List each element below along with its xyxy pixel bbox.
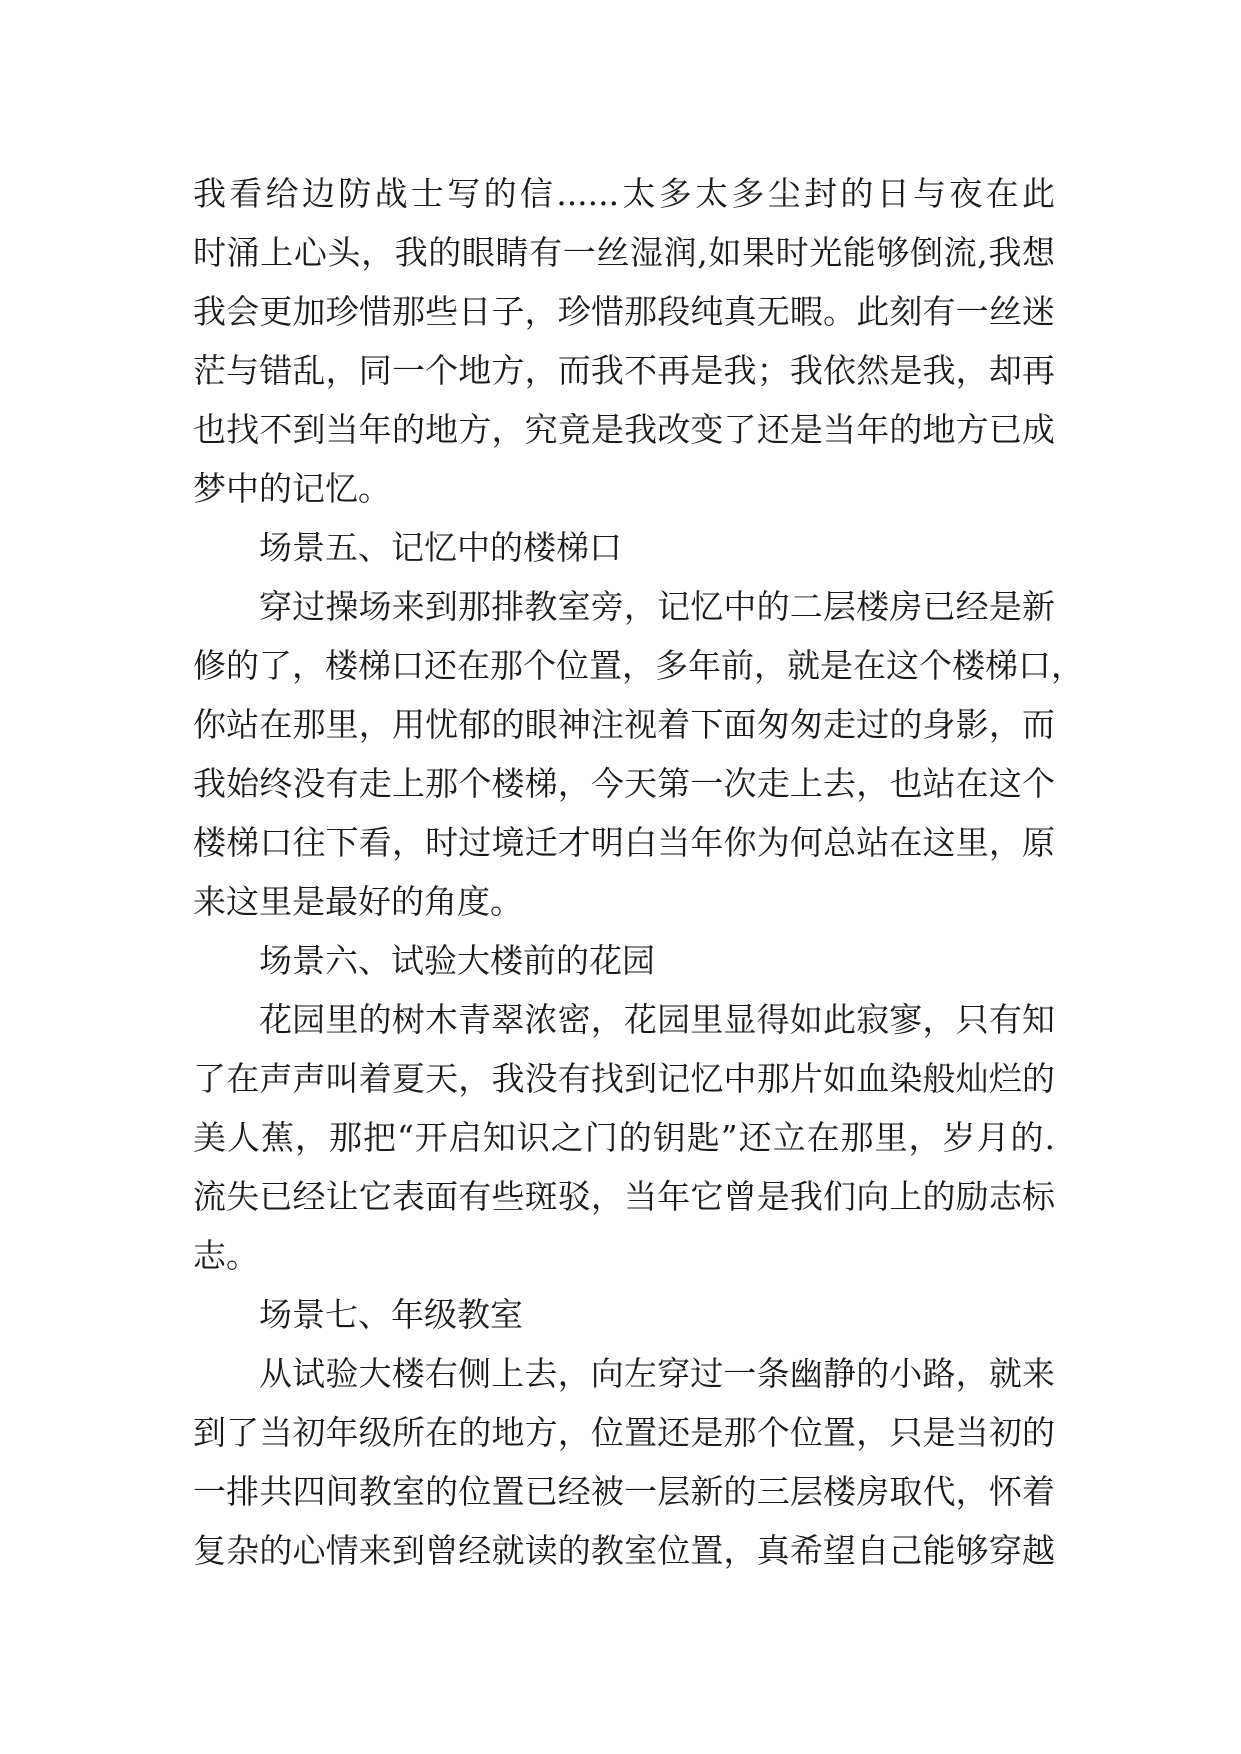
text-line: 一排共四间教室的位置已经被一层新的三层楼房取代，怀着 bbox=[193, 1472, 1055, 1511]
text-line: 茫与错乱，同一个地方，而我不再是我；我依然是我，却再 bbox=[193, 351, 1055, 390]
text-line: 我会更加珍惜那些日子，珍惜那段纯真无暇。此刻有一丝迷 bbox=[193, 292, 1055, 331]
section-heading: 场景七、年级教室 bbox=[259, 1295, 523, 1334]
text-line: 来这里是最好的角度。 bbox=[193, 882, 523, 921]
section-heading: 场景五、记忆中的楼梯口 bbox=[259, 528, 622, 567]
text-line: 我看给边防战士写的信......太多太多尘封的日与夜在此 bbox=[193, 174, 1055, 213]
text-line: 从试验大楼右侧上去，向左穿过一条幽静的小路，就来 bbox=[259, 1354, 1055, 1393]
text-line: 我始终没有走上那个楼梯，今天第一次走上去，也站在这个 bbox=[193, 764, 1055, 803]
text-line: 梦中的记忆。 bbox=[193, 469, 391, 508]
text-line: 时涌上心头，我的眼睛有一丝湿润,如果时光能够倒流,我想 bbox=[193, 233, 1055, 272]
text-line: 你站在那里，用忧郁的眼神注视着下面匆匆走过的身影，而 bbox=[193, 705, 1055, 744]
text-line: 了在声声叫着夏天，我没有找到记忆中那片如血染般灿烂的 bbox=[193, 1059, 1055, 1098]
text-line: 美人蕉，那把“开启知识之门的钥匙”还立在那里，岁月的. bbox=[193, 1118, 1055, 1157]
text-line: 志。 bbox=[193, 1236, 259, 1275]
section-heading: 场景六、试验大楼前的花园 bbox=[259, 941, 655, 980]
text-line: 穿过操场来到那排教室旁，记忆中的二层楼房已经是新 bbox=[259, 587, 1055, 626]
text-line: 楼梯口往下看，时过境迁才明白当年你为何总站在这里，原 bbox=[193, 823, 1055, 862]
document-body bbox=[193, 164, 1084, 1580]
text-line: 花园里的树木青翠浓密，花园里显得如此寂寥，只有知 bbox=[259, 1000, 1055, 1039]
text-line: 复杂的心情来到曾经就读的教室位置，真希望自己能够穿越 bbox=[193, 1531, 1055, 1570]
text-line: 也找不到当年的地方，究竟是我改变了还是当年的地方已成 bbox=[193, 410, 1055, 449]
text-line: 到了当初年级所在的地方，位置还是那个位置，只是当初的 bbox=[193, 1413, 1055, 1452]
text-line: 修的了，楼梯口还在那个位置，多年前，就是在这个楼梯口， bbox=[193, 646, 1084, 685]
text-line: 流失已经让它表面有些斑驳，当年它曾是我们向上的励志标 bbox=[193, 1177, 1055, 1216]
